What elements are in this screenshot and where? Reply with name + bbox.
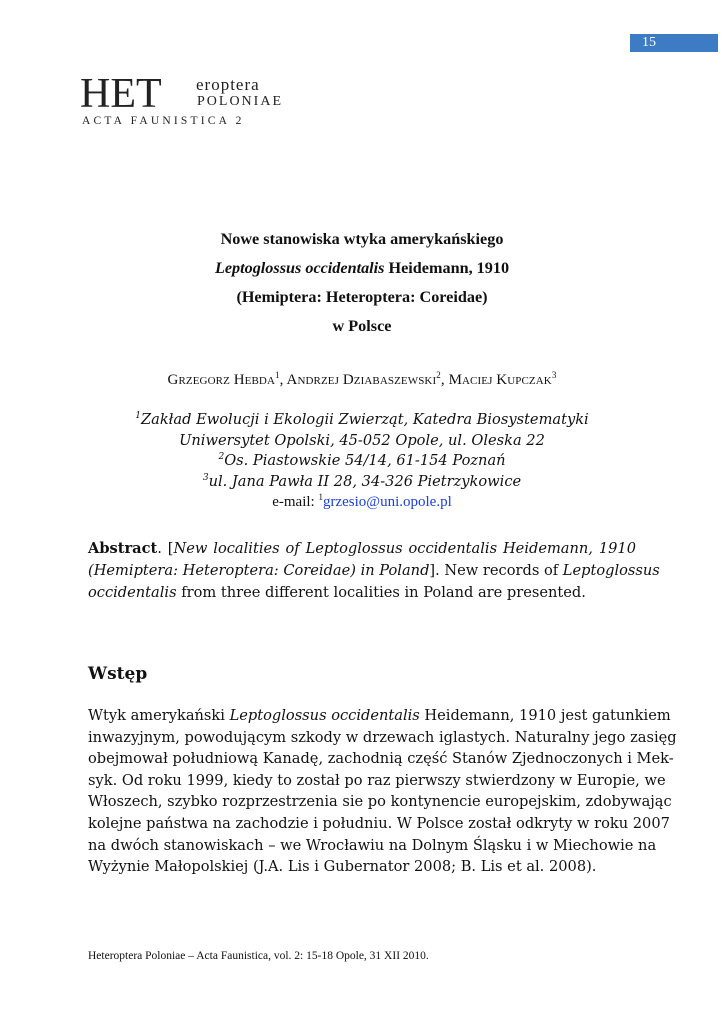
body-line: Wyżynie Małopolskiej (J.A. Lis i Gubernator 2008; B. Lis et al. 2008).	[88, 858, 597, 876]
affil-text: Zakład Ewolucji i Ekologii Zwierząt, Katedra Biosystematyki	[141, 411, 589, 428]
journal-logo	[80, 71, 300, 130]
title-author-year: Heidemann, 1910	[384, 259, 510, 277]
title-species: Leptoglossus occidentalis	[214, 259, 385, 277]
affiliations	[88, 410, 636, 513]
author-sup: 2	[436, 370, 441, 380]
body-line: syk. Od roku 1999, kiedy to został po raz pierwszy stwierdzony w Europie, we	[88, 771, 666, 789]
email-link[interactable]: grzesio@uni.opole.pl	[322, 494, 452, 510]
abstract-text: from three different localities in Poland are presented.	[176, 584, 586, 601]
affil-sup: 2	[218, 452, 225, 463]
abstract-line3	[88, 582, 636, 604]
logo-line2: POLONIAE	[197, 94, 283, 109]
abstract-species: occidentalis	[88, 584, 177, 601]
affil-sup: 1	[135, 411, 141, 422]
author-list: Grzegorz Hebda$^1$, Andrzej Dziabaszewski$^2$, Maciej Kupczak$^3$	[167, 370, 557, 388]
abstract-line2	[88, 560, 660, 582]
body-text: Wtyk amerykański	[88, 707, 230, 724]
title-line3: (Hemiptera: Heteroptera: Coreidae)	[236, 288, 488, 306]
title-line2	[88, 254, 636, 283]
title-line1: Nowe stanowiska wtyka amerykańskiego	[220, 230, 504, 248]
author-sup: 3	[551, 370, 557, 380]
affil-sup: 3	[202, 472, 209, 483]
affiliation-1	[88, 410, 636, 431]
abstract	[88, 538, 660, 604]
abstract-species: Leptoglossus	[562, 562, 660, 579]
body-line: obejmował południową Kanadę, zachodnią część Stanów Zjednoczonych i Mek-	[88, 750, 674, 768]
affiliation-3	[88, 472, 636, 493]
abstract-text: ]. New records of	[429, 562, 563, 579]
author-sup: 1	[275, 370, 280, 380]
email-line	[88, 492, 636, 513]
logo-line1: eroptera	[196, 75, 260, 94]
author-name: Maciej Kupczak	[448, 372, 552, 388]
body-line: Włoszech, szybko rozprzestrzenia sie po kontynencie europejskim, zdobywając	[88, 793, 672, 811]
page-number: 15	[630, 34, 718, 52]
abstract-english-title: (Hemiptera: Heteroptera: Coreidae) in Poland	[88, 562, 430, 579]
abstract-english-title: New localities of Leptoglossus occidentalis Heidemann, 1910	[173, 540, 636, 557]
body-line: kolejne państwa na zachodzie i południu. W Polsce został odkryty w roku 2007	[88, 814, 670, 832]
article-title	[88, 225, 636, 341]
body-species: Leptoglossus occidentalis	[229, 707, 420, 724]
title-line4: w Polsce	[332, 317, 392, 335]
body-paragraph	[88, 705, 677, 878]
affil-text: Os. Piastowskie 54/14, 61-154 Poznań	[224, 452, 506, 469]
email-sup: 1	[318, 492, 323, 502]
abstract-line1	[88, 538, 636, 560]
email-label: e-mail:	[272, 494, 319, 510]
abstract-label: Abstract	[88, 540, 158, 557]
abstract-text: . [	[157, 540, 174, 557]
affiliation-2	[88, 451, 636, 472]
author-name: Grzegorz Hebda	[167, 372, 276, 388]
body-line: inwazyjnym, powodującym szkody w drzewach iglastych. Naturalny jego zasięg	[88, 728, 677, 746]
affil-text: ul. Jana Pawła II 28, 34-326 Pietrzykowice	[208, 472, 522, 490]
body-text: Heidemann, 1910 jest gatunkiem	[419, 707, 671, 724]
page-footer: Heteroptera Poloniae – Acta Faunistica, vol. 2: 15-18 Opole, 31 XII 2010.	[88, 950, 429, 962]
logo-line3: ACTA FAUNISTICA 2	[82, 115, 245, 127]
section-heading: Wstęp	[88, 664, 148, 684]
affiliation-1-address: Uniwersytet Opolski, 45-052 Opole, ul. Oleska 22	[179, 431, 545, 449]
body-line: na dwóch stanowiskach – we Wrocławiu na Dolnym Śląsku i w Miechowie na	[88, 836, 657, 854]
logo-het: HET	[80, 71, 162, 117]
author-name: Andrzej Dziabaszewski	[286, 372, 437, 388]
body-line	[88, 705, 671, 727]
